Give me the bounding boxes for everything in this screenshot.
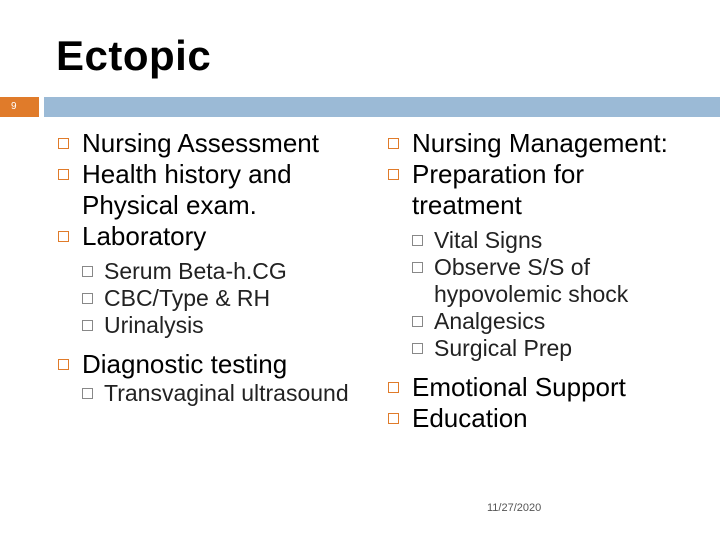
square-bullet-icon bbox=[58, 138, 69, 149]
list-item-label: Education bbox=[412, 403, 528, 433]
right-column bbox=[388, 128, 688, 434]
list-item bbox=[388, 372, 688, 403]
square-bullet-icon bbox=[388, 382, 399, 393]
square-bullet-icon bbox=[388, 169, 399, 180]
checkbox-bullet-icon bbox=[82, 293, 93, 304]
checkbox-bullet-icon bbox=[412, 262, 423, 273]
square-bullet-icon bbox=[58, 231, 69, 242]
list-item bbox=[388, 403, 688, 434]
header-bar bbox=[44, 97, 720, 117]
checkbox-bullet-icon bbox=[412, 343, 423, 354]
list-item bbox=[388, 159, 688, 221]
list-item-label: Preparation for treatment bbox=[412, 159, 584, 220]
square-bullet-icon bbox=[58, 359, 69, 370]
sub-list-item bbox=[82, 380, 378, 407]
sub-list-item-label: Analgesics bbox=[434, 308, 546, 334]
slide-date: 11/27/2020 bbox=[487, 502, 542, 514]
list-item-label: Diagnostic testing bbox=[82, 349, 288, 379]
checkbox-bullet-icon bbox=[412, 316, 423, 327]
slide-number: 9 bbox=[0, 97, 39, 117]
sub-list-item-label: Serum Beta-h.CG bbox=[104, 258, 287, 284]
sub-list-item bbox=[412, 254, 688, 308]
sub-list-item bbox=[412, 227, 688, 254]
square-bullet-icon bbox=[388, 138, 399, 149]
sub-list-item-label: Transvaginal ultrasound bbox=[104, 380, 349, 406]
checkbox-bullet-icon bbox=[82, 266, 93, 277]
sub-list-item bbox=[412, 335, 688, 362]
sub-list-item-label: Urinalysis bbox=[104, 312, 204, 338]
list-item-label: Laboratory bbox=[82, 221, 207, 251]
sub-list-item bbox=[82, 258, 378, 285]
list-item-label: Nursing Assessment bbox=[82, 128, 319, 158]
sub-list-item-label: Vital Signs bbox=[434, 227, 543, 253]
left-column bbox=[58, 128, 378, 407]
list-item bbox=[58, 128, 378, 159]
list-item-label: Emotional Support bbox=[412, 372, 626, 402]
list-item-label: Nursing Management: bbox=[412, 128, 668, 158]
spacer bbox=[388, 362, 688, 372]
sub-list-item-label: CBC/Type & RH bbox=[104, 285, 271, 311]
sub-list-item bbox=[82, 285, 378, 312]
list-item bbox=[58, 221, 378, 252]
sub-list-item-label: Observe S/S of hypovolemic shock bbox=[434, 254, 629, 307]
sub-list-item-label: Surgical Prep bbox=[434, 335, 573, 361]
slide-title: Ectopic bbox=[56, 32, 212, 79]
square-bullet-icon bbox=[388, 413, 399, 424]
checkbox-bullet-icon bbox=[82, 320, 93, 331]
spacer bbox=[58, 339, 378, 349]
square-bullet-icon bbox=[58, 169, 69, 180]
list-item bbox=[58, 349, 378, 380]
list-item-label: Health history and Physical exam. bbox=[82, 159, 292, 220]
checkbox-bullet-icon bbox=[82, 388, 93, 399]
checkbox-bullet-icon bbox=[412, 235, 423, 246]
sub-list-item bbox=[82, 312, 378, 339]
list-item bbox=[388, 128, 688, 159]
list-item bbox=[58, 159, 378, 221]
sub-list-item bbox=[412, 308, 688, 335]
